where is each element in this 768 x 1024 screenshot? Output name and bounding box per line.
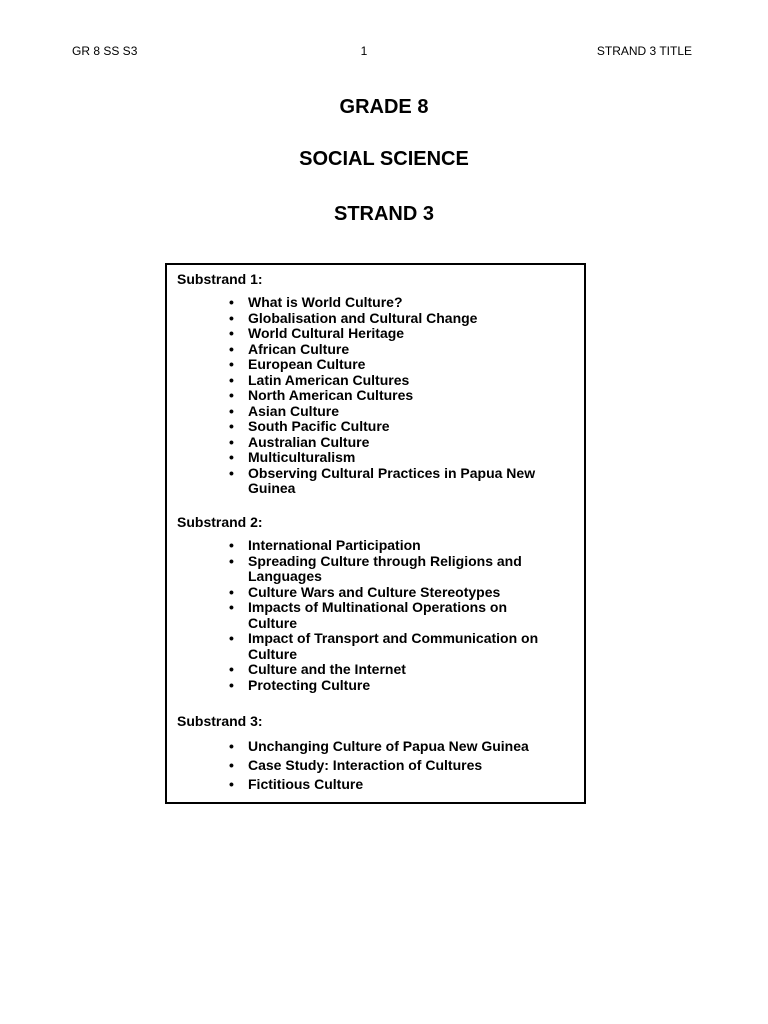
list-item: • Unchanging Culture of Papua New Guinea — [229, 738, 529, 754]
subject-title: SOCIAL SCIENCE — [299, 148, 469, 170]
list-item: • International Participation — [229, 537, 421, 553]
bullet-icon: • — [229, 599, 234, 615]
list-item: • Case Study: Interaction of Cultures — [229, 757, 483, 773]
bullet-icon: • — [229, 776, 234, 792]
substrand-1-heading: Substrand 1: — [177, 271, 263, 287]
list-item: • Globalisation and Cultural Change — [229, 309, 478, 326]
bullet-icon: • — [229, 738, 234, 754]
list-item: • Protecting Culture — [229, 676, 371, 693]
list-item: • Multiculturalism — [229, 449, 356, 465]
list-item: • Culture Wars and Culture Stereotypes — [229, 583, 501, 600]
bullet-icon: • — [229, 449, 234, 465]
strand-title: STRAND 3 — [333, 203, 434, 225]
bullet-icon: • — [229, 583, 234, 600]
list-item: • World Cultural Heritage — [229, 325, 405, 341]
bullet-icon: • — [229, 464, 234, 481]
bullet-icon: • — [229, 356, 234, 372]
bullet-icon: • — [229, 552, 234, 569]
list-item: • African Culture — [229, 340, 350, 357]
list-item: • Culture and the Internet — [229, 661, 406, 677]
substrand-3-list — [167, 739, 548, 796]
bullet-icon: • — [229, 418, 234, 434]
bullet-icon: • — [229, 757, 234, 773]
substrand-2-heading: Substrand 2: — [177, 514, 263, 530]
list-item: • Impact of Transport and Communication on Culture — [229, 630, 539, 662]
list-item: • European Culture — [229, 356, 366, 372]
list-item: • Australian Culture — [229, 433, 370, 450]
bullet-icon: • — [229, 676, 234, 693]
grade-title: GRADE 8 — [339, 96, 429, 118]
list-item: • South Pacific Culture — [229, 418, 390, 434]
substrand-1-list — [167, 295, 548, 497]
page-number: 1 — [360, 44, 368, 58]
list-item: • Observing Cultural Practices in Papua New Guinea — [229, 464, 536, 496]
bullet-icon: • — [229, 387, 234, 403]
bullet-icon: • — [229, 340, 234, 357]
header-left-code: GR 8 SS S3 — [72, 44, 138, 58]
bullet-icon: • — [229, 325, 234, 341]
bullet-icon: • — [229, 309, 234, 326]
list-item: • What is World Culture? — [229, 294, 403, 310]
list-item: • Asian Culture — [229, 402, 340, 419]
list-item: • Impacts of Multinational Operations on Culture — [229, 599, 508, 631]
bullet-icon: • — [229, 371, 234, 388]
list-item: • Fictitious Culture — [229, 776, 364, 792]
substrand-2-list — [167, 538, 548, 693]
bullet-icon: • — [229, 661, 234, 677]
header-right-title: STRAND 3 TITLE — [596, 44, 692, 58]
bullet-icon: • — [229, 537, 234, 553]
bullet-icon: • — [229, 294, 234, 310]
substrand-3-heading: Substrand 3: — [177, 713, 263, 729]
list-item: • Latin American Cultures — [229, 371, 410, 388]
bullet-icon: • — [229, 433, 234, 450]
substrand-box — [165, 263, 586, 804]
bullet-icon: • — [229, 402, 234, 419]
list-item: • Spreading Culture through Religions and Languages — [229, 552, 522, 584]
list-item: • North American Cultures — [229, 387, 414, 403]
bullet-icon: • — [229, 630, 234, 646]
